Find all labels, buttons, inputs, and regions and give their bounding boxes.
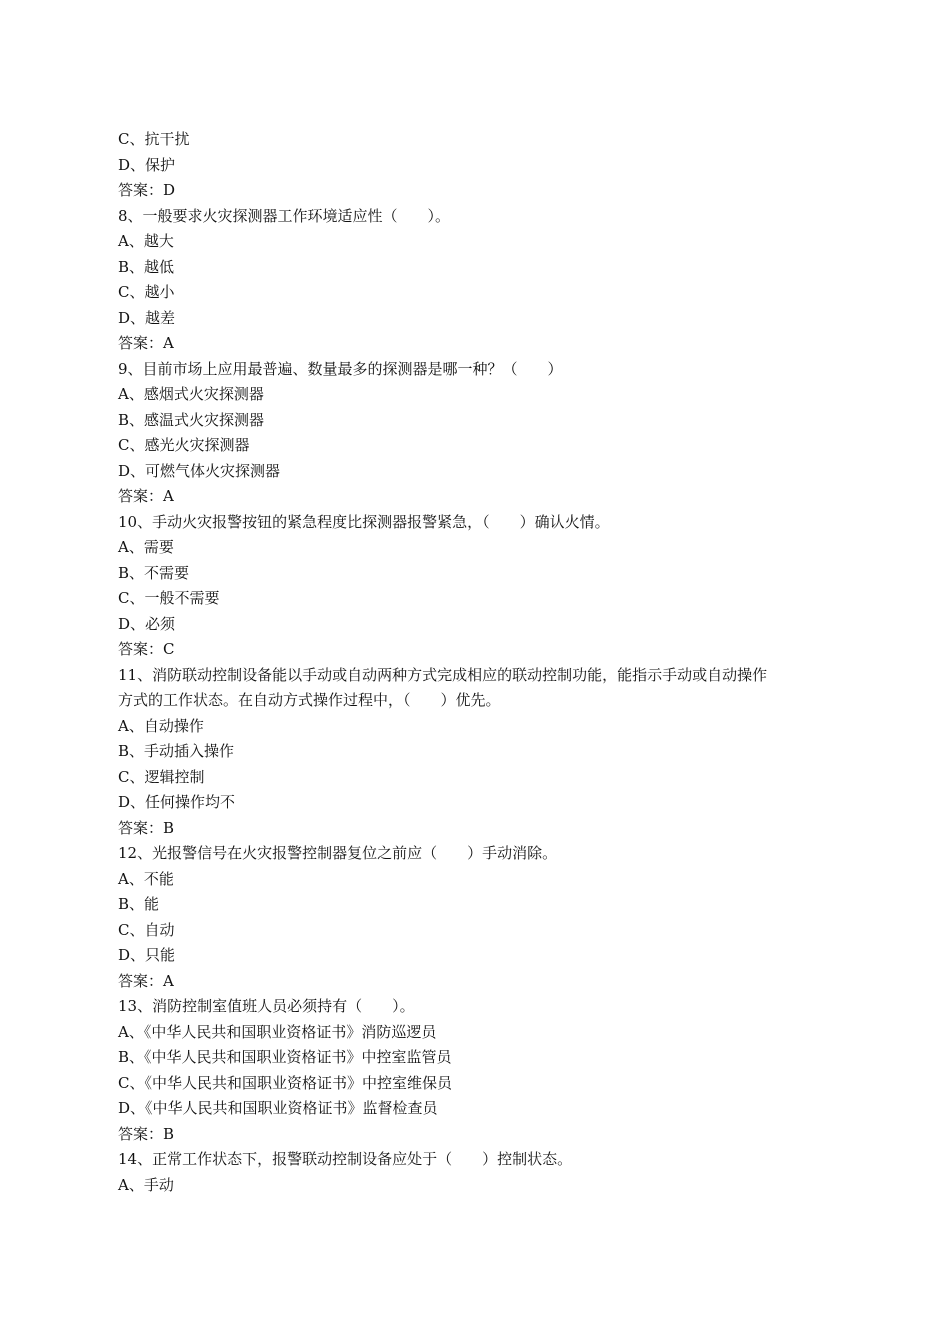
question-11-line-2: 方式的工作状态。在自动方式操作过程中，（ ）优先。 — [118, 691, 501, 709]
answer-q7: 答案：D — [118, 181, 176, 199]
option-d-q7: D、保护 — [118, 155, 176, 174]
option-b-q12: B、能 — [118, 895, 160, 913]
option-a-q11: A、自动操作 — [118, 716, 204, 735]
option-c-q11: C、逻辑控制 — [118, 767, 205, 786]
answer-q9: 答案：A — [118, 487, 174, 505]
question-13: 13、消防控制室值班人员必须持有（ ）。 — [118, 997, 415, 1015]
question-11-line-1: 11、消防联动控制设备能以手动或自动两种方式完成相应的联动控制功能，能指示手动或自动操作 — [118, 665, 768, 684]
option-a-q13: A、《中华人民共和国职业资格证书》消防巡逻员 — [118, 1022, 437, 1041]
answer-q8: 答案：A — [118, 334, 174, 352]
option-b-q11: B、手动插入操作 — [118, 742, 235, 760]
option-d-q8: D、越差 — [118, 308, 176, 327]
question-8: 8、一般要求火灾探测器工作环境适应性（ ）。 — [118, 206, 451, 225]
option-c-q9: C、感光火灾探测器 — [118, 436, 250, 454]
option-d-q11: D、任何操作均不 — [118, 793, 236, 811]
document-page — [118, 127, 838, 1198]
question-12: 12、光报警信号在火灾报警控制器复位之前应（ ）手动消除。 — [118, 844, 558, 862]
question-14: 14、正常工作状态下，报警联动控制设备应处于（ ）控制状态。 — [118, 1150, 573, 1168]
option-c-q13: C、《中华人民共和国职业资格证书》中控室维保员 — [118, 1073, 452, 1092]
option-b-q13: B、《中华人民共和国职业资格证书》中控室监管员 — [118, 1048, 452, 1066]
answer-q13: 答案：B — [118, 1124, 175, 1143]
option-c-q8: C、越小 — [118, 283, 175, 301]
option-a-q12: A、不能 — [118, 869, 174, 888]
option-c-q7: C、抗干扰 — [118, 130, 190, 148]
option-a-q10: A、需要 — [118, 538, 174, 556]
option-b-q9: B、感温式火灾探测器 — [118, 410, 265, 429]
option-d-q10: D、必须 — [118, 614, 176, 633]
option-d-q12: D、只能 — [118, 946, 176, 964]
option-b-q10: B、不需要 — [118, 563, 190, 582]
option-c-q10: C、一般不需要 — [118, 589, 220, 607]
option-d-q9: D、可燃气体火灾探测器 — [118, 461, 281, 480]
option-c-q12: C、自动 — [118, 920, 175, 939]
answer-q11: 答案：B — [118, 818, 175, 837]
option-a-q9: A、感烟式火灾探测器 — [118, 385, 264, 403]
option-b-q8: B、越低 — [118, 257, 175, 276]
option-a-q14: A、手动 — [118, 1175, 174, 1194]
question-10: 10、手动火灾报警按钮的紧急程度比探测器报警紧急，（ ）确认火情。 — [118, 512, 610, 531]
answer-q10: 答案：C — [118, 640, 175, 658]
option-a-q8: A、越大 — [118, 232, 174, 250]
answer-q12: 答案：A — [118, 971, 174, 990]
question-9: 9、目前市场上应用最普遍、数量最多的探测器是哪一种？（ ） — [118, 359, 563, 378]
option-d-q13: D、《中华人民共和国职业资格证书》监督检查员 — [118, 1099, 438, 1117]
